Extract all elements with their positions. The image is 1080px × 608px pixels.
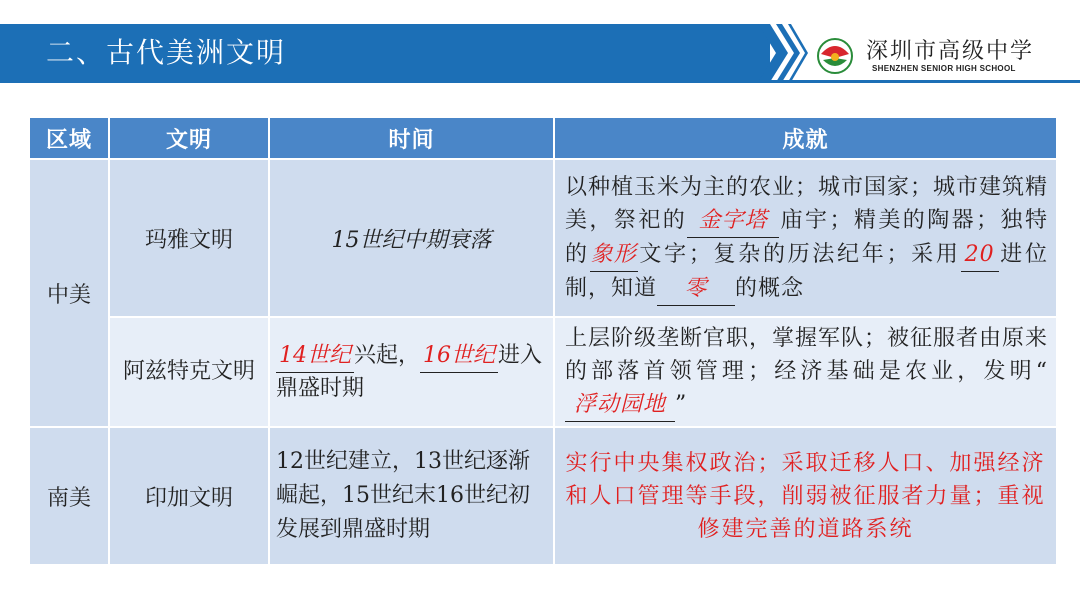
time-cell [269,317,554,427]
ach-text: ” [675,392,688,417]
answer-blank: 14世纪 [276,340,354,373]
table-header-row [29,117,1057,159]
ach-text: 庙宇；精美的陶器；独特的 [565,207,1048,267]
civ-cell: 玛雅文明 [109,159,269,317]
table-row-maya [29,159,1057,317]
ach-text: 文字；复杂的历法纪年；采用 [637,241,961,267]
answer-blank: 20 [961,238,999,272]
table-row-inca [29,427,1057,565]
ach-text: 的概念 [735,275,805,301]
answer-blank: 浮动园地 [565,388,675,422]
school-name-en: SHENZHEN SENIOR HIGH SCHOOL [872,64,1016,73]
answer-blank: 金字塔 [687,204,779,238]
header-civilization: 文明 [109,117,269,159]
chevron-decoration-icon [758,24,808,82]
time-text: 进入鼎盛时期 [276,342,543,401]
time-cell: 12世纪建立，13世纪逐渐崛起，15世纪末16世纪初发展到鼎盛时期 [269,427,554,565]
slide-header [0,0,1080,82]
slide-title: 二、古代美洲文明 [46,36,287,69]
header-underline [0,80,1080,83]
ach-text: 上层阶级垄断官职，掌握军队；被征服者由原来的部落首领管理；经济基础是农业，发明“ [565,326,1049,384]
achievement-cell [554,317,1057,427]
ach-text: 以种植玉米为主的农业；城市国家；城市建筑精美，祭祀的 [565,174,1049,233]
school-logo-icon [815,36,855,76]
time-text: 兴起， [354,342,421,368]
answer-blank: 零 [657,272,735,306]
civilization-table [28,116,1058,566]
civ-cell: 印加文明 [109,427,269,565]
region-cell: 南美 [29,427,109,565]
table-row-aztec [29,317,1057,427]
ach-text: 进位制，知道 [565,241,1048,301]
header-time: 时间 [269,117,554,159]
achievement-cell [554,159,1057,317]
achievement-cell: 实行中央集权政治；采取迁移人口、加强经济和人口管理等手段，削弱被征服者力量；重视修建完善的道路系统 [554,427,1057,565]
header-achievement: 成就 [554,117,1057,159]
school-name-cn: 深圳市高级中学 [866,39,1035,64]
region-cell: 中美 [29,159,109,427]
civ-cell: 阿兹特克文明 [109,317,269,427]
answer-blank: 象形 [590,238,638,272]
time-cell: 15世纪中期衰落 [269,159,554,317]
header-region: 区域 [29,117,109,159]
answer-blank: 16世纪 [420,340,498,373]
